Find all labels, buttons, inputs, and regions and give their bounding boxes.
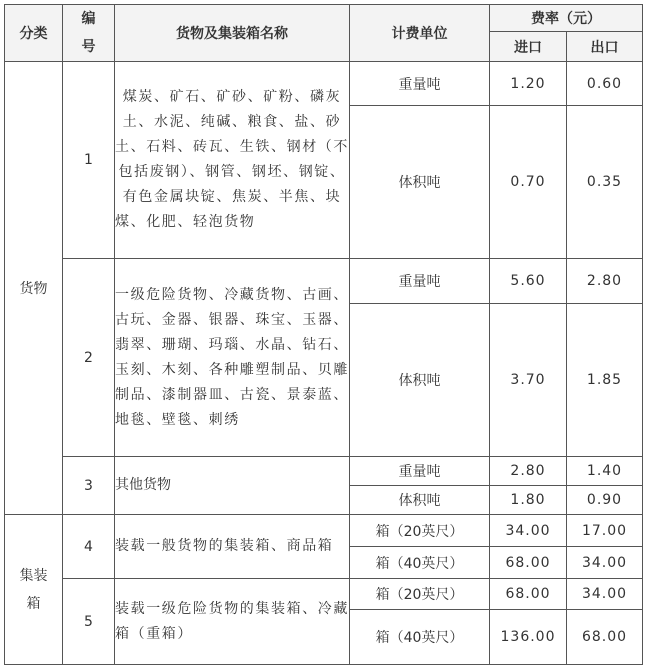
billing-unit: 体积吨 <box>350 304 490 457</box>
header-unit: 计费单位 <box>350 5 490 62</box>
cargo-name: 装载一般货物的集装箱、商品箱 <box>115 515 350 579</box>
export-rate: 0.60 <box>567 62 643 106</box>
header-number: 编号 <box>63 5 115 62</box>
header-category: 分类 <box>5 5 63 62</box>
table-row <box>5 457 643 486</box>
import-rate: 3.70 <box>490 304 567 457</box>
header-rate: 费率（元） <box>490 5 643 32</box>
export-rate: 17.00 <box>567 515 643 547</box>
port-fee-table <box>4 4 643 665</box>
row-number: 2 <box>63 259 115 457</box>
billing-unit: 重量吨 <box>350 259 490 304</box>
import-rate: 0.70 <box>490 106 567 259</box>
category-cargo: 货物 <box>5 62 63 515</box>
export-rate: 1.40 <box>567 457 643 486</box>
import-rate: 2.80 <box>490 457 567 486</box>
table-row <box>5 579 643 610</box>
import-rate: 68.00 <box>490 579 567 610</box>
export-rate: 1.85 <box>567 304 643 457</box>
import-rate: 136.00 <box>490 610 567 665</box>
billing-unit: 体积吨 <box>350 486 490 515</box>
import-rate: 1.80 <box>490 486 567 515</box>
export-rate: 0.35 <box>567 106 643 259</box>
table-row <box>5 62 643 106</box>
billing-unit: 箱（40英尺） <box>350 610 490 665</box>
cargo-name: 其他货物 <box>115 457 350 515</box>
import-rate: 1.20 <box>490 62 567 106</box>
export-rate: 68.00 <box>567 610 643 665</box>
table-row <box>5 515 643 547</box>
export-rate: 0.90 <box>567 486 643 515</box>
table-row <box>5 259 643 304</box>
export-rate: 34.00 <box>567 579 643 610</box>
row-number: 3 <box>63 457 115 515</box>
billing-unit: 重量吨 <box>350 457 490 486</box>
billing-unit: 重量吨 <box>350 62 490 106</box>
cargo-name: 装载一级危险货物的集装箱、冷藏箱（重箱） <box>115 579 350 665</box>
billing-unit: 箱（40英尺） <box>350 547 490 579</box>
row-number: 4 <box>63 515 115 579</box>
billing-unit: 体积吨 <box>350 106 490 259</box>
billing-unit: 箱（20英尺） <box>350 579 490 610</box>
header-export: 出口 <box>567 32 643 62</box>
export-rate: 2.80 <box>567 259 643 304</box>
header-import: 进口 <box>490 32 567 62</box>
import-rate: 34.00 <box>490 515 567 547</box>
category-container: 集装箱 <box>5 515 63 665</box>
export-rate: 34.00 <box>567 547 643 579</box>
row-number: 1 <box>63 62 115 259</box>
cargo-name: 一级危险货物、冷藏货物、古画、古玩、金器、银器、珠宝、玉器、翡翠、珊瑚、玛瑙、水晶、钻石、玉刻、木刻、各种雕塑制品、贝雕制品、漆制器皿、古瓷、景泰蓝、地毯、壁毯、刺绣 <box>115 259 350 457</box>
import-rate: 68.00 <box>490 547 567 579</box>
cargo-name: 煤炭、矿石、矿砂、矿粉、磷灰土、水泥、纯碱、粮食、盐、砂土、石料、砖瓦、生铁、钢材（不包括废钢）、钢管、钢坯、钢锭、有色金属块锭、焦炭、半焦、块煤、化肥、轻泡货物 <box>115 62 350 259</box>
row-number: 5 <box>63 579 115 665</box>
import-rate: 5.60 <box>490 259 567 304</box>
header-row-1 <box>5 5 643 32</box>
header-name: 货物及集装箱名称 <box>115 5 350 62</box>
billing-unit: 箱（20英尺） <box>350 515 490 547</box>
